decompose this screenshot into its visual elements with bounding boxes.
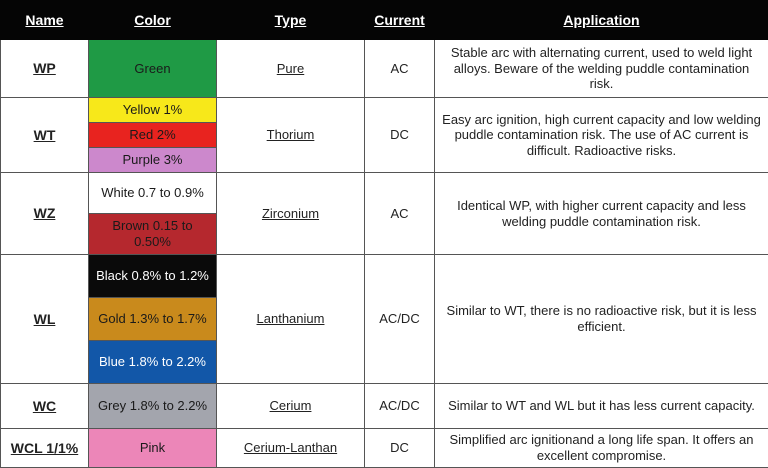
cell-current: AC [365, 173, 435, 255]
cell-type: Cerium [217, 384, 365, 429]
table-row-wp [1, 40, 768, 98]
cell-name: WCL 1/1% [1, 429, 89, 468]
cell-current: DC [365, 98, 435, 173]
header-name: Name [1, 1, 89, 40]
table-row-wc [1, 384, 768, 429]
cell-type: Thorium [217, 98, 365, 173]
table-row-wz [1, 173, 768, 214]
cell-name: WL [1, 255, 89, 384]
cell-current: AC [365, 40, 435, 98]
cell-application: Simplified arc ignitionand a long life span. It offers an excellent compromise. [435, 429, 768, 468]
cell-type: Pure [217, 40, 365, 98]
color-swatch: White 0.7 to 0.9% [89, 173, 217, 214]
cell-name: WZ [1, 173, 89, 255]
cell-current: DC [365, 429, 435, 468]
cell-application: Identical WP, with higher current capacity and less welding puddle contamination risk. [435, 173, 768, 255]
cell-type: Cerium-Lanthan [217, 429, 365, 468]
color-swatch: Grey 1.8% to 2.2% [89, 384, 217, 429]
cell-application: Easy arc ignition, high current capacity and low welding puddle contamination risk. The use of AC current is difficult. Radioactive risks. [435, 98, 768, 173]
cell-type: Lanthanium [217, 255, 365, 384]
color-swatch: Black 0.8% to 1.2% [89, 255, 217, 298]
table-row-wcl [1, 429, 768, 468]
cell-current: AC/DC [365, 255, 435, 384]
header-current: Current [365, 1, 435, 40]
table-row-wt [1, 98, 768, 123]
cell-name: WC [1, 384, 89, 429]
color-swatch: Blue 1.8% to 2.2% [89, 341, 217, 384]
cell-application: Stable arc with alternating current, used to weld light alloys. Beware of the welding puddle contamination risk. [435, 40, 768, 98]
header-type: Type [217, 1, 365, 40]
color-swatch: Purple 3% [89, 148, 217, 173]
cell-application: Similar to WT, there is no radioactive risk, but it is less efficient. [435, 255, 768, 384]
color-swatch: Brown 0.15 to 0.50% [89, 214, 217, 255]
color-swatch: Yellow 1% [89, 98, 217, 123]
table-row-wl [1, 255, 768, 298]
cell-name: WT [1, 98, 89, 173]
color-swatch: Pink [89, 429, 217, 468]
cell-type: Zirconium [217, 173, 365, 255]
color-swatch: Red 2% [89, 123, 217, 148]
header-color: Color [89, 1, 217, 40]
cell-current: AC/DC [365, 384, 435, 429]
header-row [1, 1, 768, 40]
color-swatch: Gold 1.3% to 1.7% [89, 298, 217, 341]
cell-name: WP [1, 40, 89, 98]
color-swatch: Green [89, 40, 217, 98]
header-application: Application [435, 1, 768, 40]
cell-application: Similar to WT and WL but it has less current capacity. [435, 384, 768, 429]
